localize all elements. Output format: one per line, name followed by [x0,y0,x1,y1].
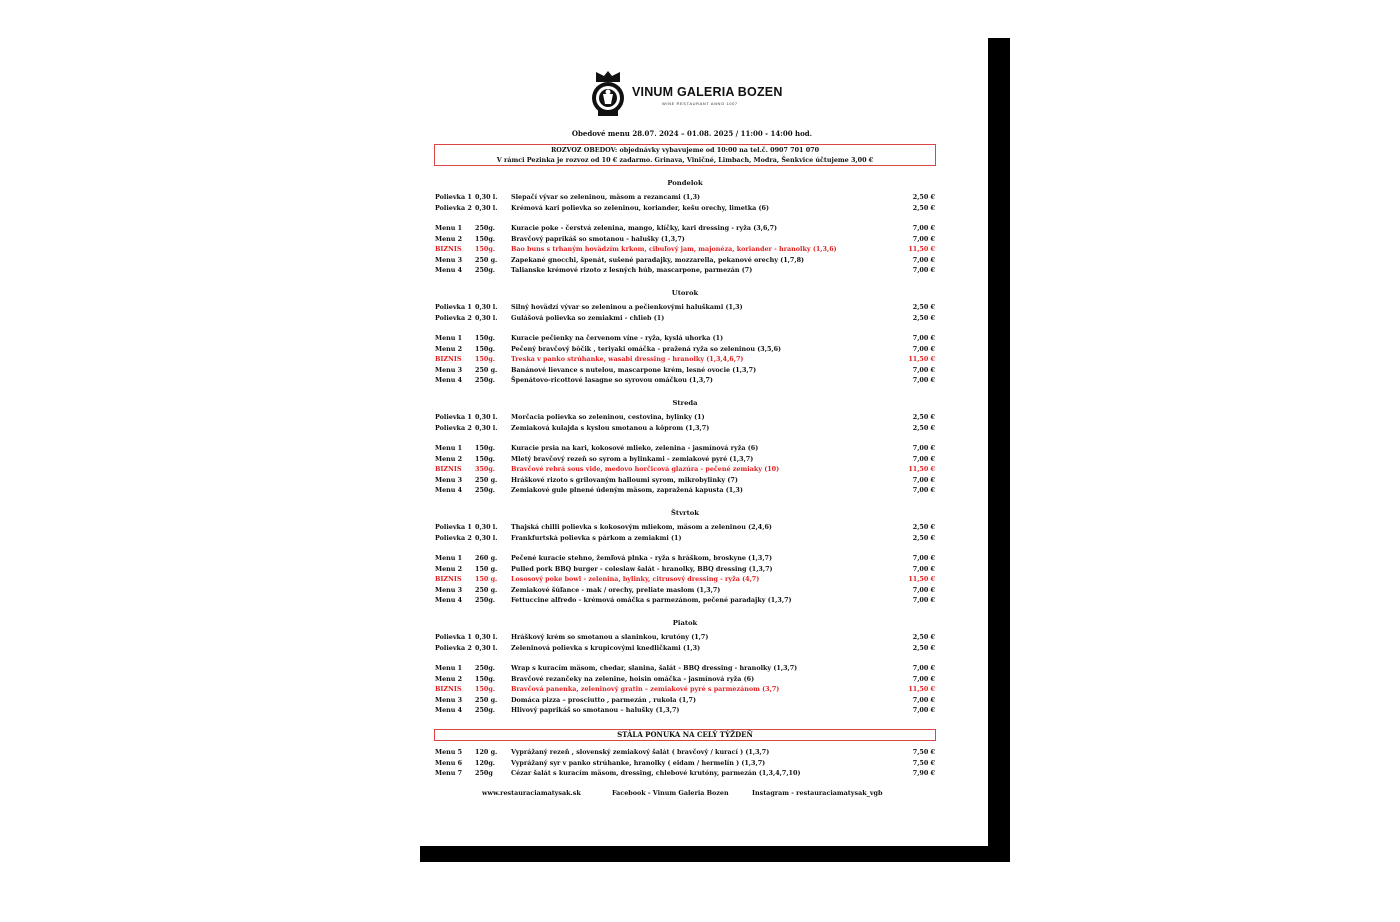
menu-row [435,223,935,233]
item-dish: Hráškový krém so smotanou a slaninkou, krutóny (1,7) [511,633,709,641]
item-qty: 0,30 l. [475,193,498,201]
item-qty: 120g. [475,758,496,767]
page-shadow-right [988,38,1010,860]
menu-row [435,595,935,605]
brand-name: VINUM GALERIA BOZEN [632,85,783,99]
item-qty: 250 g. [475,365,498,374]
item-price: 7,00 € [912,234,935,243]
item-label: Menu 1 [435,664,463,672]
menu-row [435,585,935,595]
item-qty: 250g. [475,224,496,232]
item-label: Menu 4 [435,266,463,274]
item-dish: Fettuccine alfredo - krémová omáčka s parmezánom, pečené paradajky (1,3,7) [511,596,792,604]
menu-row [435,663,935,673]
item-price: 7,00 € [912,596,935,604]
item-label: Polievka 1 [435,413,472,421]
item-qty: 150g. [475,685,496,693]
item-price: 7,00 € [912,376,935,384]
item-dish: Bravčová panenka, zeleninový gratin – zemiakové pyré s parmezánom (3,7) [511,685,780,693]
day-title: Pondelok [667,179,703,187]
item-label: Menu 3 [435,475,463,484]
item-price: 7,00 € [912,255,935,264]
menu-row [435,674,935,684]
item-label: Menu 2 [435,234,463,243]
item-qty: 250g. [475,596,496,604]
biznis-row [435,464,935,474]
item-qty: 250 g. [475,585,498,594]
item-price: 2,50 € [912,193,935,201]
menu-row [435,705,935,715]
item-price: 7,00 € [912,564,935,573]
item-qty: 250 g. [475,695,498,704]
item-qty: 150g. [475,355,496,363]
item-label: Menu 3 [435,255,463,264]
day-title: Streda [672,399,698,407]
footer-instagram[interactable]: Instagram - restauraciamatysak_vgb [752,789,883,797]
item-price: 7,00 € [912,475,935,484]
item-dish: Cézar šalát s kuracím mäsom, dressing, chlebové krutóny, parmezán (1,3,4,7,10) [511,769,801,777]
item-price: 7,00 € [912,554,935,562]
item-label: Menu 2 [435,564,463,573]
item-qty: 250g. [475,266,496,274]
item-dish: Bravčové rebrá sous vide, medovo horčicová glazúra - pečené zemiaky (10) [511,465,780,473]
item-qty: 150 g. [475,575,498,583]
item-label: Menu 4 [435,486,463,494]
item-dish: Gulášová polievka so zemiakmi - chlieb (1) [511,313,665,322]
item-label: Polievka 2 [435,643,472,652]
item-label: Menu 2 [435,344,463,353]
footer-website[interactable]: www.restauraciamatysak.sk [482,789,581,797]
day-title: Štvrtok [671,509,699,517]
item-dish: Vyprážaný rezeň , slovenský zemiakový šalát ( bravčový / kurací ) (1,3,7) [511,748,770,756]
item-label: Polievka 2 [435,203,472,212]
item-label: Polievka 1 [435,633,472,641]
menu-period: Obedové menu 28.07. 2024 – 01.08. 2025 / 11:00 - 14:00 hod. [571,129,813,138]
menu-row [435,553,935,563]
item-label: Polievka 1 [435,193,472,201]
item-qty: 250 g. [475,255,498,264]
item-label: BIZNIS [435,575,462,583]
item-qty: 260 g. [475,554,498,562]
item-price: 11,50 € [908,245,935,253]
item-qty: 150g. [475,444,496,452]
item-dish: Mletý bravčový rezeň so syrom a bylinkami - zemiakové pyré (1,3,7) [511,454,754,463]
item-price: 2,50 € [912,203,935,212]
item-price: 11,50 € [908,575,935,583]
item-qty: 0,30 l. [475,413,498,421]
item-price: 7,00 € [912,664,935,672]
permanent-offer-title: STÁLA PONUKA NA CELÝ TÝŽDEŇ [434,729,936,741]
menu-row [435,333,935,343]
item-label: Menu 7 [435,769,463,777]
soup-row [435,203,935,213]
item-price: 2,50 € [912,423,935,432]
brand-subtitle: WINE RESTAURANT ANNO 1007 [662,101,738,106]
item-price: 7,00 € [912,585,935,594]
item-dish: Frankfurtská polievka s párkom a zemiakmi (1) [511,533,682,542]
item-label: Polievka 1 [435,303,472,311]
item-label: Menu 1 [435,224,463,232]
item-label: Menu 1 [435,554,463,562]
soup-row [435,313,935,323]
item-dish: Zapekané gnocchi, špenát, sušené paradajky, mozzarella, pekanové orechy (1,7,8) [511,255,805,264]
item-price: 7,00 € [912,224,935,232]
item-dish: Bravčové rezančeky na zelenine, hoisin omáčka - jasmínová ryža (6) [511,674,755,683]
item-dish: Morčacia polievka so zeleninou, cestovina, bylinky (1) [511,413,705,421]
item-qty: 250g [475,769,493,777]
item-qty: 250g. [475,376,496,384]
item-price: 7,50 € [912,748,935,756]
item-qty: 250g. [475,664,496,672]
delivery-line-1: ROZVOZ OBEDOV: objednávky vybavujeme od 10:00 na tel.č. 0907 701 070 [550,146,820,154]
item-dish: Bao buns s trhaným hovädzím krkom, cibuľový jam, majonéza, koriander - hranolky (1,3,6) [511,245,837,253]
item-dish: Kuracie prsia na kari, kokosové mlieko, zelenina - jasmínová ryža (6) [511,444,759,452]
soup-row [435,643,935,653]
menu-row [435,564,935,574]
item-dish: Bravčový paprikáš so smotanou - halušky (1,3,7) [511,234,685,243]
item-label: Menu 5 [435,748,463,756]
delivery-box [434,144,936,166]
menu-row [435,475,935,485]
item-qty: 0,30 l. [475,523,498,531]
biznis-row [435,244,935,254]
item-price: 2,50 € [912,313,935,322]
item-price: 2,50 € [912,643,935,652]
item-dish: Kuracie pečienky na červenom víne - ryža, kyslá uhorka (1) [511,334,724,342]
menu-row [435,485,935,495]
item-qty: 150g. [475,344,496,353]
item-price: 7,00 € [912,706,935,714]
soup-row [435,192,935,202]
item-price: 7,50 € [912,758,935,767]
item-qty: 0,30 l. [475,633,498,641]
item-price: 7,00 € [912,266,935,274]
item-dish: Domáca pizza – prosciutto , parmezán , rukola (1,7) [511,695,696,704]
item-label: Menu 4 [435,706,463,714]
footer-facebook[interactable]: Facebook - Vinum Galeria Bozen [612,789,729,797]
item-dish: Treska v panko strúhanke, wasabi dressing - hranolky (1,3,4,6,7) [511,355,744,363]
permanent-row [435,768,935,778]
item-price: 7,00 € [912,454,935,463]
item-dish: Pulled pork BBQ burger - coleslaw šalát - hranolky, BBQ dressing (1,3,7) [511,564,773,573]
menu-row [435,454,935,464]
soup-row [435,423,935,433]
item-dish: Vyprážaný syr v panko strúhanke, hranolky ( eidam / hermelín ) (1,3,7) [511,758,766,767]
menu-page [404,26,988,846]
item-qty: 0,30 l. [475,423,498,432]
header [404,70,988,120]
item-qty: 350g. [475,465,496,473]
item-qty: 150g. [475,234,496,243]
item-label: Polievka 2 [435,313,472,322]
item-dish: Pečené kuracie stehno, žemľová plnka - ryža s hráškom, broskyne (1,3,7) [511,554,773,562]
item-dish: Slepačí vývar so zeleninou, mäsom a rezancami (1,3) [511,193,701,201]
item-price: 2,50 € [912,633,935,641]
item-qty: 150g. [475,245,496,253]
item-dish: Zeleninová polievka s krupicovými knedličkami (1,3) [511,643,701,652]
item-dish: Pečený bravčový bôčik , teriyaki omáčka - pražená ryža so zeleninou (3,5,6) [511,344,782,353]
biznis-row [435,574,935,584]
item-qty: 150g. [475,674,496,683]
menu-row [435,344,935,354]
permanent-row [435,758,935,768]
menu-row [435,255,935,265]
item-dish: Wrap s kuracím mäsom, chedar, slanina, šalát - BBQ dressing - hranolky (1,3,7) [511,664,798,672]
item-price: 7,00 € [912,486,935,494]
permanent-row [435,747,935,757]
menu-row [435,695,935,705]
day-title: Utorok [671,289,699,297]
biznis-row [435,354,935,364]
item-label: BIZNIS [435,355,462,363]
menu-row [435,265,935,275]
item-qty: 150g. [475,334,496,342]
item-qty: 120 g. [475,748,498,756]
item-price: 7,00 € [912,334,935,342]
item-dish: Krémová kari polievka so zeleninou, koriander, kešu orechy, limetka (6) [511,203,770,212]
item-price: 7,90 € [912,769,935,777]
item-dish: Silný hovädzí vývar so zeleninou a pečienkovými haluškami (1,3) [511,303,743,311]
item-label: Menu 4 [435,376,463,384]
item-price: 2,50 € [912,303,935,311]
item-qty: 0,30 l. [475,643,498,652]
item-dish: Hlivový paprikáš so smotanou – halušky (1,3,7) [511,706,680,714]
item-label: Menu 6 [435,758,463,767]
item-label: Polievka 1 [435,523,472,531]
item-price: 7,00 € [912,695,935,704]
item-label: Menu 3 [435,365,463,374]
item-price: 7,00 € [912,674,935,683]
item-dish: Zemiakové šúľance - mak / orechy, preliate maslom (1,3,7) [511,585,721,594]
item-label: Polievka 2 [435,423,472,432]
item-price: 7,00 € [912,365,935,374]
item-label: Polievka 2 [435,533,472,542]
item-price: 11,50 € [908,685,935,693]
item-label: Menu 2 [435,674,463,683]
item-qty: 0,30 l. [475,533,498,542]
item-price: 11,50 € [908,465,935,473]
item-label: Menu 2 [435,454,463,463]
item-qty: 250g. [475,486,496,494]
item-price: 2,50 € [912,533,935,542]
item-dish: Zemiaková kulajda s kyslou smotanou a kôprom (1,3,7) [511,423,710,432]
item-qty: 250 g. [475,475,498,484]
item-price: 7,00 € [912,344,935,353]
crest-logo-icon [590,70,626,118]
item-dish: Hráškové rizoto s grilovaným halloumi syrom, mikrobylinky (7) [511,475,738,484]
item-qty: 150 g. [475,564,498,573]
soup-row [435,412,935,422]
menu-row [435,375,935,385]
item-qty: 0,30 l. [475,303,498,311]
item-dish: Zemiakové gule plnené údeným mäsom, zapražená kapusta (1,3) [511,486,743,494]
item-label: BIZNIS [435,685,462,693]
item-label: Menu 3 [435,695,463,704]
delivery-line-2: V rámci Pezinka je rozvoz od 10 € zadarmo. Grinava, Viničné, Limbach, Modra, Šenkvice účtujeme 3,00 € [496,156,874,164]
item-label: BIZNIS [435,245,462,253]
item-price: 7,00 € [912,444,935,452]
item-label: BIZNIS [435,465,462,473]
soup-row [435,302,935,312]
menu-row [435,234,935,244]
item-dish: Talianske krémové rizoto z lesných húb, mascarpone, parmezán (7) [511,266,753,274]
item-dish: Thajská chilli polievka s kokosovým mliekom, mäsom a zeleninou (2,4,6) [511,523,772,531]
soup-row [435,632,935,642]
biznis-row [435,684,935,694]
item-dish: Kuracie poke - čerstvá zelenina, mango, klíčky, kari dressing - ryža (3,6,7) [511,224,778,232]
item-dish: Lososový poke bowl - zelenina, bylinky, citrusový dressing - ryža (4,7) [511,575,760,583]
item-qty: 0,30 l. [475,203,498,212]
item-label: Menu 1 [435,334,463,342]
item-label: Menu 4 [435,596,463,604]
item-price: 2,50 € [912,523,935,531]
item-qty: 150g. [475,454,496,463]
item-price: 2,50 € [912,413,935,421]
item-qty: 250g. [475,706,496,714]
soup-row [435,522,935,532]
menu-row [435,443,935,453]
item-price: 11,50 € [908,355,935,363]
item-dish: Banánové lievance s nutelou, mascarpone krém, lesné ovocie (1,3,7) [511,365,757,374]
menu-row [435,365,935,375]
item-dish: Špenátovo-ricottové lasagne so syrovou omáčkou (1,3,7) [511,376,713,384]
item-label: Menu 3 [435,585,463,594]
day-title: Piatok [672,619,698,627]
soup-row [435,533,935,543]
item-qty: 0,30 l. [475,313,498,322]
item-label: Menu 1 [435,444,463,452]
